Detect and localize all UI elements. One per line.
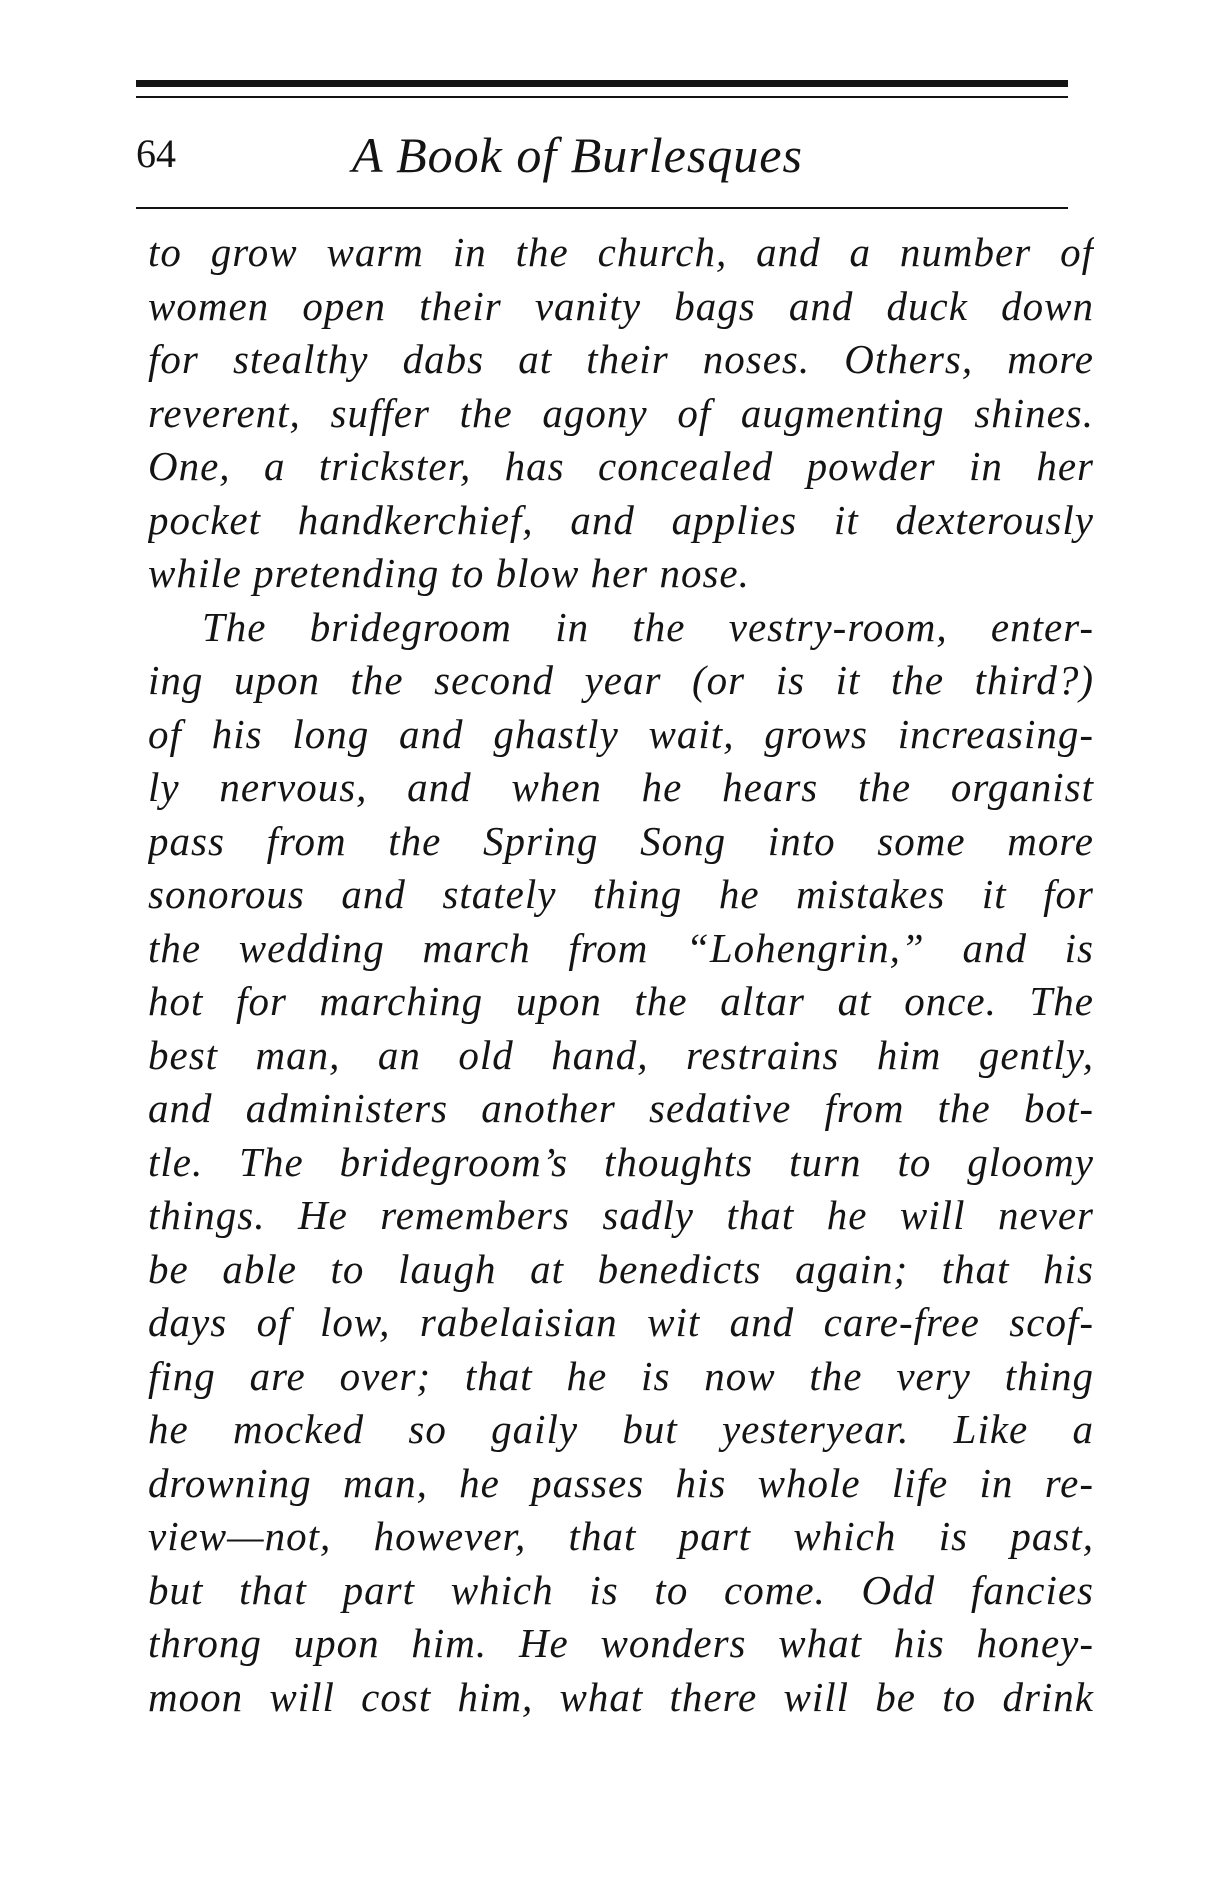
body-text (148, 226, 1094, 1724)
text-line: sonorous and stately thing he mistakes it for (148, 871, 1094, 917)
text-line: but that part which is to come. Odd fancies (148, 1566, 1094, 1613)
text-line: pocket handkerchief, and applies it dexterously (148, 496, 1094, 543)
text-line: pass from the Spring Song into some more (148, 817, 1094, 864)
text-line: throng upon him. He wonders what his honey- (148, 1620, 1094, 1666)
header-rule-thick (136, 80, 1068, 87)
text-line: The bridegroom in the vestry-room, enter- (202, 603, 1094, 650)
text-line: the wedding march from “Lohengrin,” and is (148, 924, 1094, 971)
text-line: view—not, however, that part which is past, (148, 1513, 1094, 1559)
text-line: he mocked so gaily but yesteryear. Like a (148, 1406, 1094, 1452)
text-line: One, a trickster, has concealed powder in her (148, 443, 1094, 489)
text-line: reverent, suffer the agony of augmenting shines. (148, 389, 1094, 436)
text-line: days of low, rabelaisian wit and care-free scof- (148, 1299, 1094, 1345)
text-line: to grow warm in the church, and a number of (148, 229, 1094, 275)
text-line: of his long and ghastly wait, grows increasing- (148, 710, 1094, 757)
text-line: ly nervous, and when he hears the organist (148, 764, 1094, 810)
text-line: moon will cost him, what there will be to drink (148, 1673, 1094, 1720)
text-line: be able to laugh at benedicts again; that his (148, 1245, 1094, 1292)
text-line: best man, an old hand, restrains him gently, (148, 1031, 1094, 1078)
text-line: women open their vanity bags and duck down (148, 282, 1094, 329)
text-line: things. He remembers sadly that he will never (148, 1192, 1094, 1238)
text-line: hot for marching upon the altar at once. The (148, 978, 1094, 1024)
text-line: for stealthy dabs at their noses. Others, more (148, 336, 1094, 382)
page-number: 64 (136, 131, 176, 176)
running-title: A Book of Burlesques (352, 127, 803, 183)
text-line: ing upon the second year (or is it the third?) (148, 657, 1094, 703)
text-line: drowning man, he passes his whole life in re- (148, 1459, 1094, 1506)
text-line: fing are over; that he is now the very thing (148, 1352, 1094, 1399)
text-line: while pretending to blow her nose. (148, 550, 750, 596)
header-rule-bottom (136, 207, 1068, 209)
text-line: and administers another sedative from the bot- (148, 1085, 1094, 1131)
text-line: tle. The bridegroom’s thoughts turn to gloomy (148, 1138, 1094, 1185)
header-rule-thin (136, 96, 1068, 98)
